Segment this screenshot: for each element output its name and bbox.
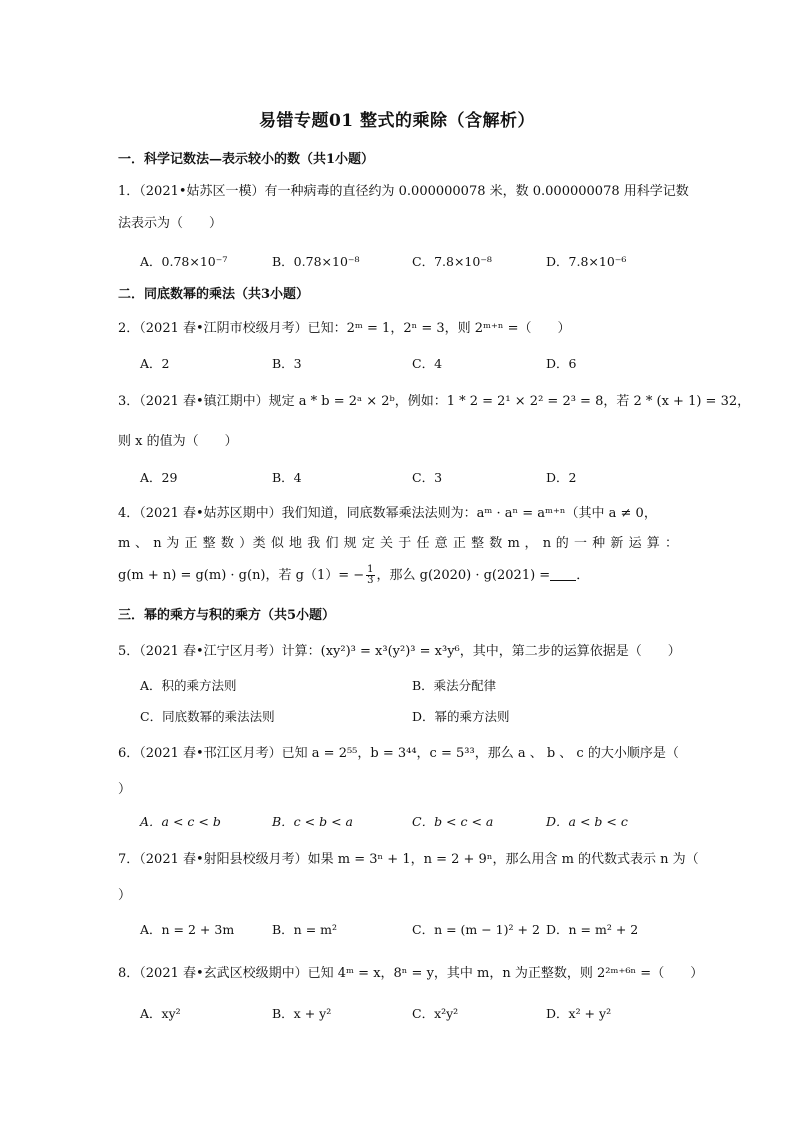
q1-option-b: B．0.78×10⁻⁸ [272,254,360,269]
q4-formula-part-a: g(m + n) = g(m) · g(n)，若 g（1）= − [118,568,365,583]
q7-option-a: A．n = 2 + 3m [140,922,235,937]
q5-option-b: B．乘法分配律 [412,678,497,693]
q5-option-d: D．幂的乘方法则 [412,709,510,724]
q5-option-c: C．同底数幂的乘法法则 [140,709,275,724]
q4-fraction-numerator: 1 [367,564,374,575]
section-heading-2: 二．同底数幂的乘法（共3小题） [118,287,310,302]
q2-option-a: A．2 [140,356,170,371]
q7-option-b: B．n = m² [272,922,338,937]
page-title: 易错专题01 整式的乘除（含解析） [258,111,536,131]
q4-answer-blank[interactable] [550,569,576,581]
q4-fraction-denominator: 3 [367,575,374,586]
q3-option-b: B．4 [272,470,302,485]
question-1-text-cont: 法表示为（ ） [118,216,223,231]
question-7-text: 7．（2021 春•射阳县校级月考）如果 m = 3ⁿ + 1，n = 2 + 9ⁿ，那么用含 m 的代数式表示 n 为（ [118,852,699,867]
question-3-text: 3．（2021 春•镇江期中）规定 a * b = 2ᵃ × 2ᵇ，例如：1 * 2 = 2¹ × 2² = 2³ = 8，若 2 * (x + 1) = 32， [118,394,751,409]
question-1-text: 1．（2021•姑苏区一模）有一种病毒的直径约为 0.000000078 米，数 0.000000078 用科学记数 [118,184,689,199]
q1-option-a: A．0.78×10⁻⁷ [140,254,228,269]
question-8-text: 8．（2021 春•玄武区校级期中）已知 4ᵐ = x，8ⁿ = y，其中 m，n 为正整数，则 2²ᵐ⁺⁶ⁿ =（ ） [118,966,704,981]
q3-option-a: A．29 [140,470,178,485]
q6-option-c: C．b < c < a [412,814,494,829]
question-7-text-cont: ） [118,888,132,903]
q7-option-d: D．n = m² + 2 [546,922,639,937]
q5-option-a: A．积的乘方法则 [140,678,237,693]
q8-option-b: B．x + y² [272,1006,332,1021]
question-5-text: 5．（2021 春•江宁区月考）计算：(xy²)³ = x³(y²)³ = x³y⁶，其中，第二步的运算依据是（ ） [118,644,681,659]
q2-option-c: C．4 [412,356,443,371]
question-4-text: 4．（2021 春•姑苏区期中）我们知道，同底数幂乘法法则为：aᵐ · aⁿ = aᵐ⁺ⁿ（其中 a ≠ 0， [118,506,657,521]
question-3-text-cont: 则 x 的值为（ ） [118,434,238,449]
question-4-text-formula [118,564,678,586]
q8-option-a: A．xy² [140,1006,181,1021]
q2-option-d: D．6 [546,356,577,371]
section-heading-3: 三．幂的乘方与积的乘方（共5小题） [118,608,336,623]
q4-formula-part-b: ，那么 g(2020) · g(2021) = [376,568,551,583]
q6-option-b: B．c < b < a [272,814,353,829]
q4-formula-end: ． [576,568,590,583]
q1-option-c: C．7.8×10⁻⁸ [412,254,492,269]
q3-option-c: C．3 [412,470,443,485]
question-4-text-cont: m 、 n 为 正 整 数 ）类 似 地 我 们 规 定 关 于 任 意 正 整 数 m ， n 的 一 种 新 运 算 ： [118,536,678,551]
question-6-text: 6．（2021 春•邗江区月考）已知 a = 2⁵⁵，b = 3⁴⁴，c = 5³³，那么 a 、 b 、 c 的大小顺序是（ [118,746,679,761]
question-6-text-cont: ） [118,782,132,797]
q8-option-c: C．x²y² [412,1006,459,1021]
q6-option-a: A．a < c < b [140,814,221,829]
q4-fraction [366,565,374,586]
q1-option-d: D．7.8×10⁻⁶ [546,254,627,269]
q7-option-c: C．n = (m − 1)² + 2 [412,922,540,937]
q8-option-d: D．x² + y² [546,1006,612,1021]
q6-option-d: D．a < b < c [546,814,628,829]
question-2-text: 2．（2021 春•江阴市校级月考）已知：2ᵐ = 1，2ⁿ = 3，则 2ᵐ⁺ⁿ =（ ） [118,321,571,336]
q2-option-b: B．3 [272,356,302,371]
q3-option-d: D．2 [546,470,577,485]
section-heading-1: 一．科学记数法—表示较小的数（共1小题） [118,152,375,167]
